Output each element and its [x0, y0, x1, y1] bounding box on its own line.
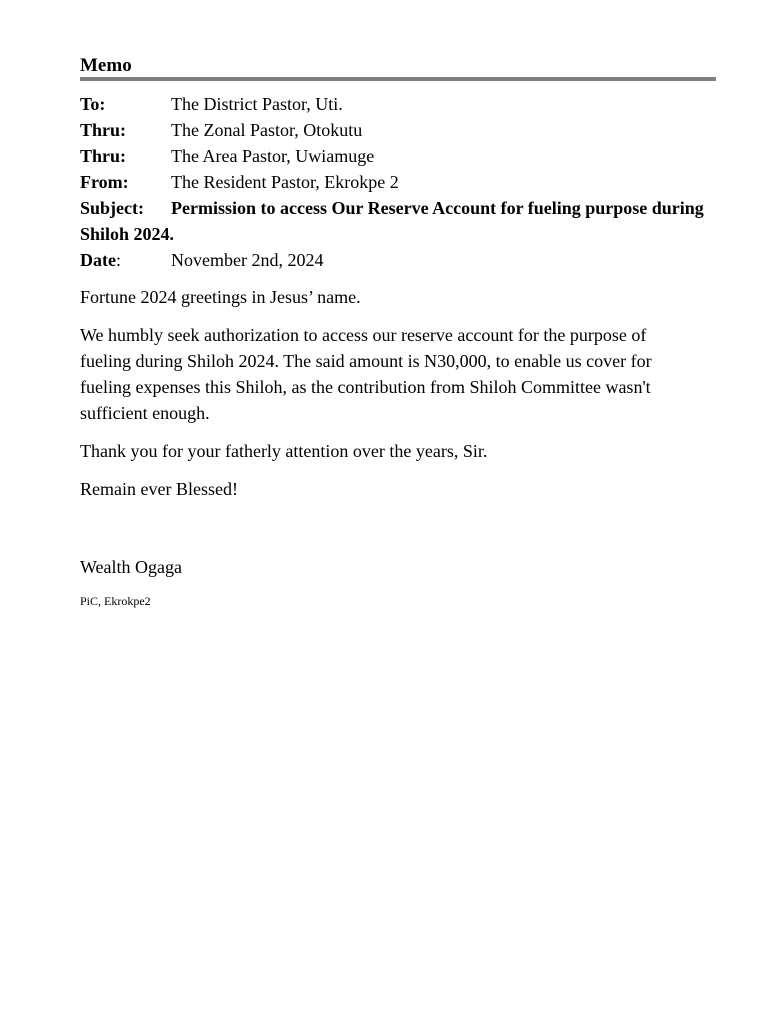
to-value: The District Pastor, Uti.: [171, 94, 343, 114]
greeting-paragraph: Fortune 2024 greetings in Jesus’ name.: [80, 287, 361, 307]
thru-label-2: Thru:: [80, 146, 127, 166]
date-row: [80, 247, 740, 273]
date-label-group: [80, 247, 171, 273]
closing-paragraph: Remain ever Blessed!: [80, 479, 238, 499]
from-value: The Resident Pastor, Ekrokpe 2: [171, 172, 399, 192]
thru-value-1: The Zonal Pastor, Otokutu: [171, 120, 363, 140]
to-label: To:: [80, 94, 106, 114]
thru-row-1: [80, 117, 740, 143]
from-row: [80, 169, 740, 195]
thru-row-2: [80, 143, 740, 169]
memo-divider: [80, 77, 716, 81]
signature-title: PiC, Ekrokpe2: [80, 594, 151, 608]
signature-name: Wealth Ogaga: [80, 557, 183, 577]
memo-body: [80, 284, 700, 514]
request-paragraph: We humbly seek authorization to access our reserve account for the purpose of fueling during Shiloh 2024. The said amount is N30,000, to enable us cover for fueling expenses this Shiloh, as the contribution from Shiloh Committee wasn't sufficient enough.: [80, 325, 652, 423]
subject-value: Permission to access Our Reserve Account for fueling purpose during Shiloh 2024.: [80, 198, 704, 244]
date-value: November 2nd, 2024: [171, 250, 324, 270]
memo-title: Memo: [80, 55, 132, 76]
thru-value-2: The Area Pastor, Uwiamuge: [171, 146, 375, 166]
date-label: Date: [80, 250, 116, 270]
subject-row: [80, 195, 740, 247]
subject-label: Subject:: [80, 198, 144, 218]
from-label: From:: [80, 172, 129, 192]
date-colon: :: [115, 250, 121, 270]
memo-header: [80, 91, 740, 273]
thanks-paragraph: Thank you for your fatherly attention over the years, Sir.: [80, 441, 488, 461]
to-row: [80, 91, 740, 117]
thru-label-1: Thru:: [80, 120, 127, 140]
